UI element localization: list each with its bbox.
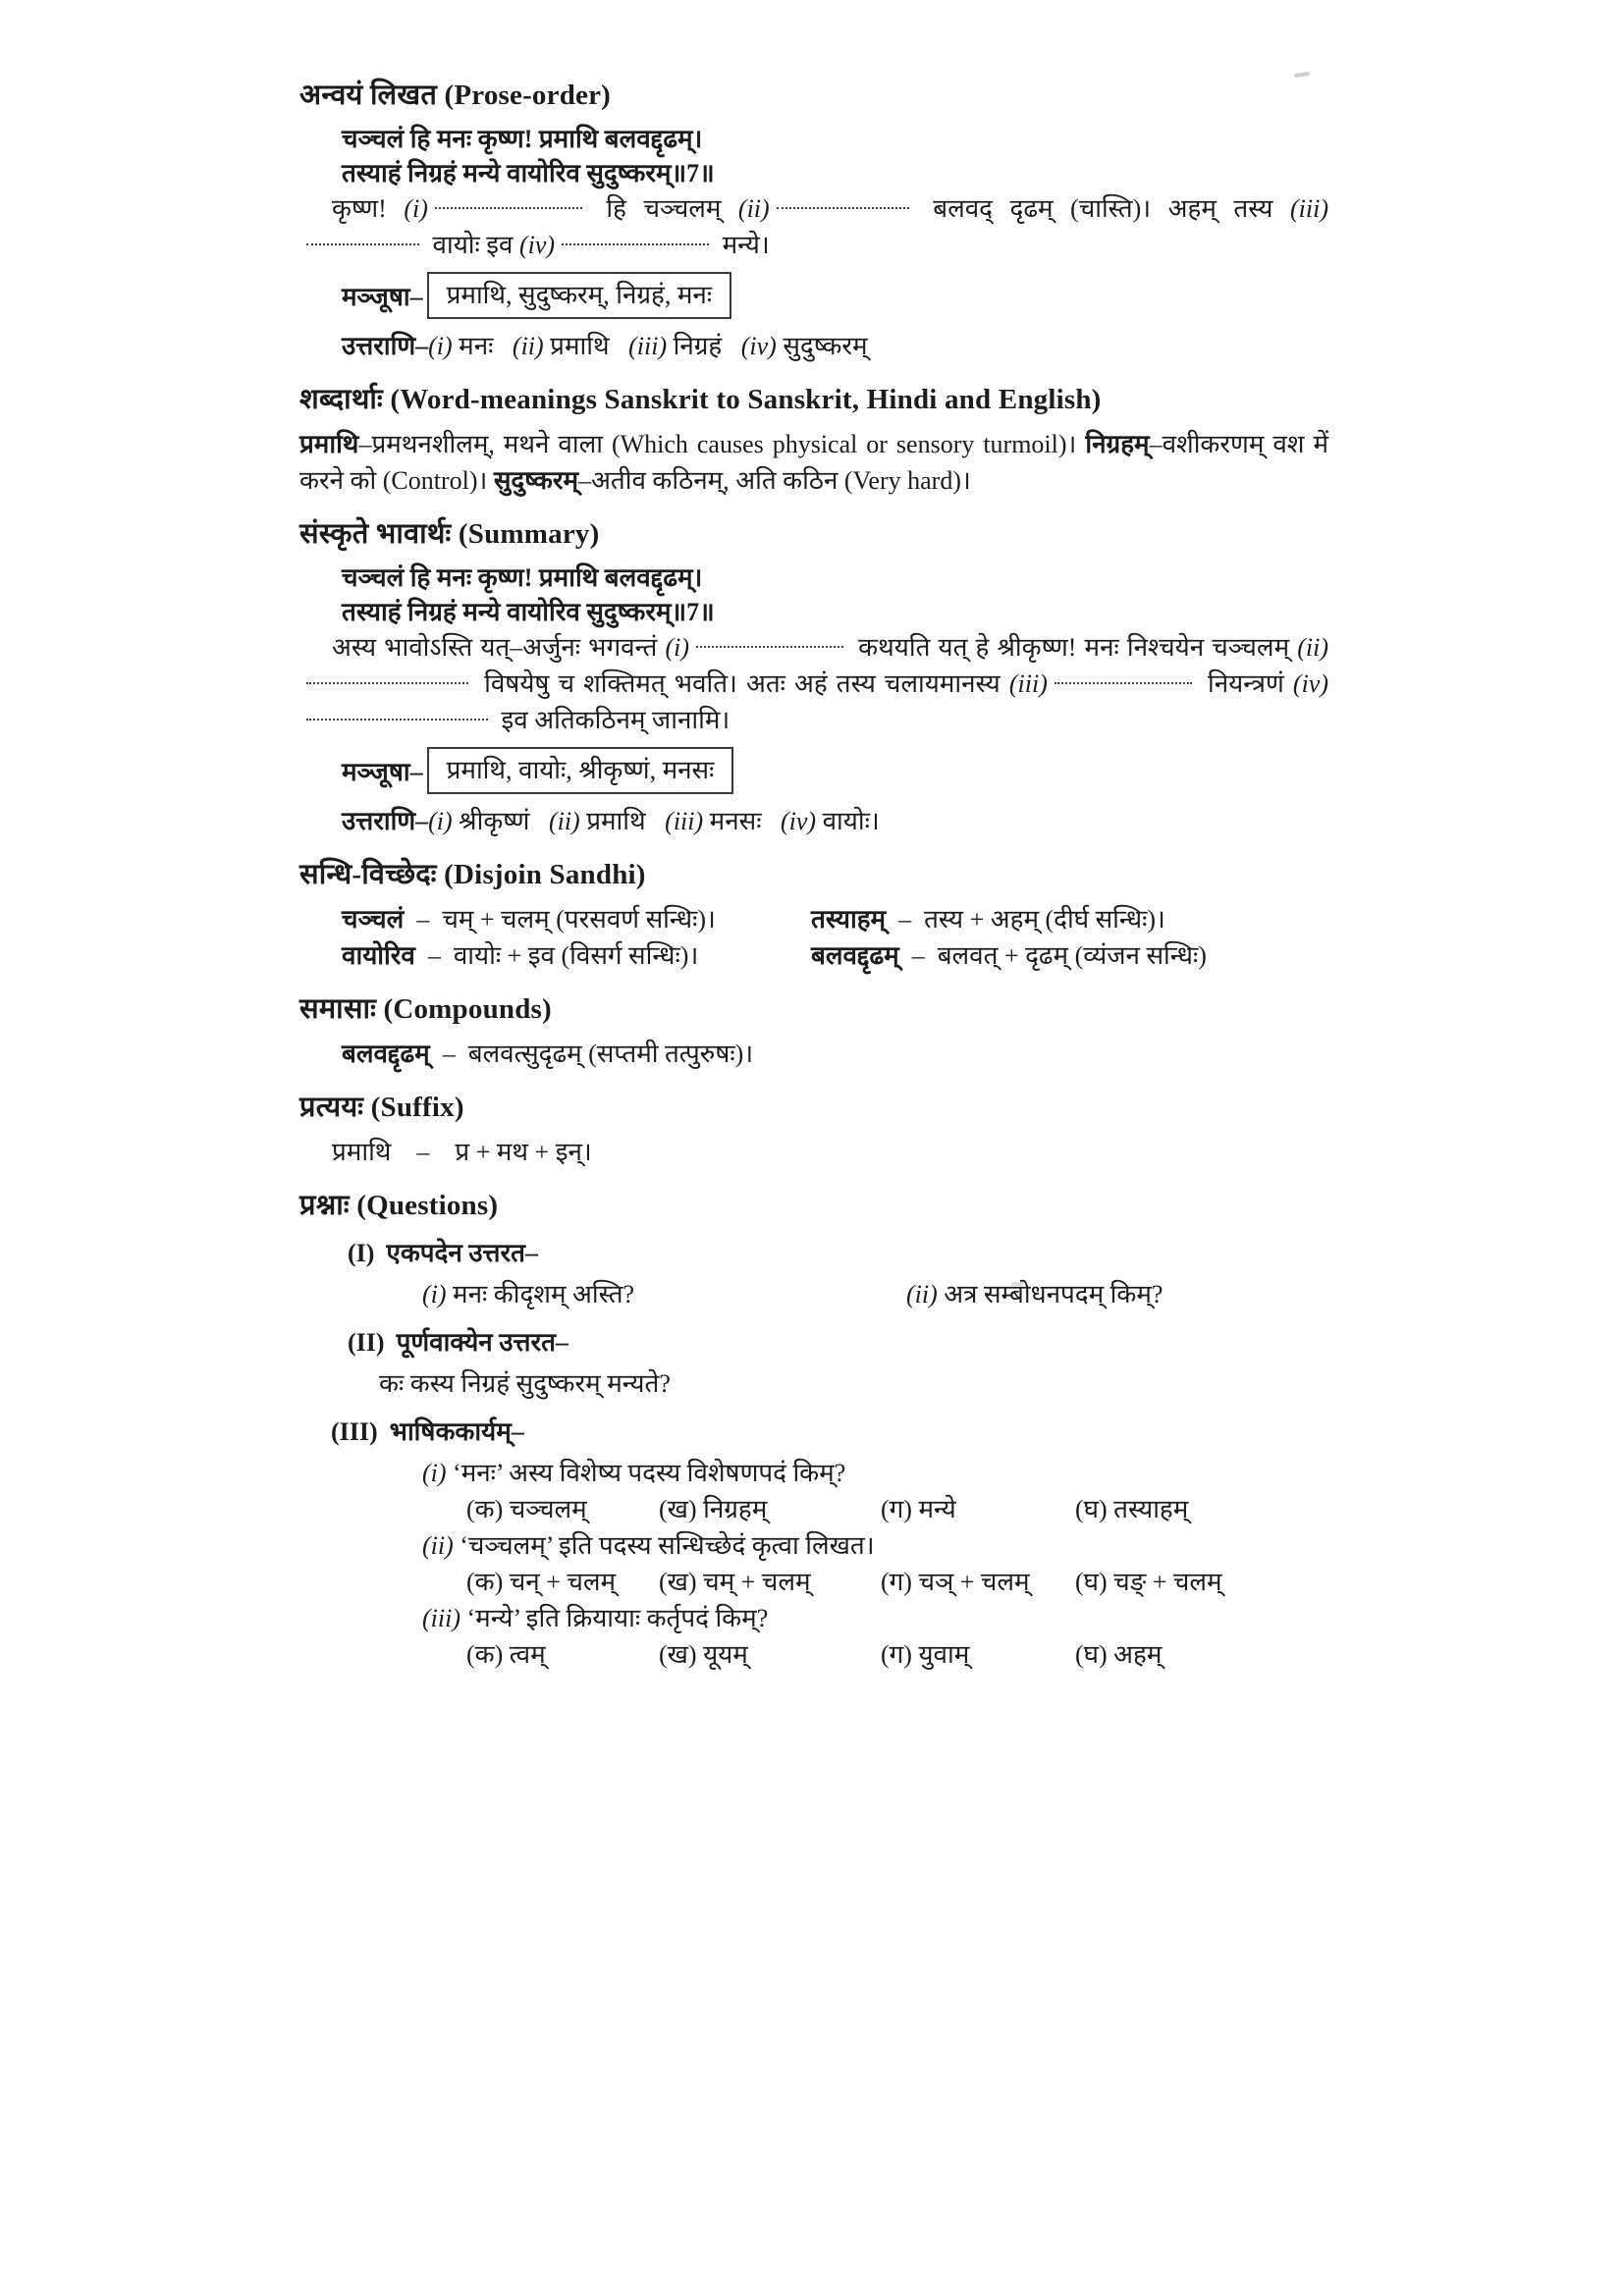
mcq-question: (i) ‘मनः’ अस्य विशेष्य पदस्य विशेषणपदं किम्? xyxy=(422,1459,846,1487)
mcq-options-row xyxy=(466,1564,1328,1600)
manjusha-label: मञ्जूषा– xyxy=(342,283,423,311)
verse-line-1: चञ्चलं हि मनः कृष्ण! प्रमाथि बलवद्दृढम्। xyxy=(342,125,703,153)
option-cell: (क) चन् + चलम् xyxy=(466,1568,617,1596)
option-cell: (घ) चङ् + चलम् xyxy=(1075,1568,1222,1596)
question-group-label: (III) xyxy=(331,1417,378,1446)
section-suffix xyxy=(299,1087,1328,1170)
sandhi-entry: तस्याहम् – तस्य + अहम् (दीर्घ सन्धिः)। xyxy=(811,905,1165,934)
question-group-1-heading xyxy=(348,1235,1328,1271)
heading-prose-order: अन्वयं लिखत (Prose-order) xyxy=(299,80,612,111)
section-questions xyxy=(299,1185,1328,1673)
question-item: कः कस्य निग्रहं सुदुष्करम् मन्यते? xyxy=(379,1369,671,1398)
mcq-question: (iii) ‘मन्ये’ इति क्रियायाः कर्तृपदं किम्? xyxy=(422,1604,769,1632)
manjusha-box-2: प्रमाथि, वायोः, श्रीकृष्णं, मनसः xyxy=(427,747,734,794)
question-group-title: भाषिककार्यम्– xyxy=(389,1417,524,1446)
heading-questions: प्रश्नाः (Questions) xyxy=(299,1190,499,1221)
dotted-blank xyxy=(562,243,709,245)
dotted-blank xyxy=(306,719,488,721)
section-sandhi xyxy=(299,854,1328,974)
section-compounds xyxy=(299,988,1328,1072)
dotted-blank xyxy=(435,207,582,209)
sandhi-entry: बलवद्दृढम् – बलवत् + दृढम् (व्यंजन सन्धिः) xyxy=(811,941,1207,970)
question-item: (ii) अत्र सम्बोधनपदम् किम्? xyxy=(906,1280,1163,1308)
option-cell: (क) त्वम् xyxy=(466,1640,546,1669)
section-word-meanings xyxy=(299,379,1328,499)
dotted-blank xyxy=(306,243,419,245)
dotted-blank xyxy=(777,207,909,209)
question-1-items xyxy=(422,1276,1328,1312)
option-cell: (ग) मन्ये xyxy=(881,1495,956,1523)
verse-line-2: तस्याहं निग्रहं मन्ये वायोरिव सुदुष्करम्॥7॥ xyxy=(342,159,715,187)
heading-suffix: प्रत्ययः (Suffix) xyxy=(299,1092,464,1123)
sandhi-row-1 xyxy=(299,901,1328,937)
answers-line-1: उत्तराणि–(i) मनः (ii) प्रमाथि (iii) निग्रहं (iv) सुदुष्करम् xyxy=(342,332,868,360)
question-group-title: पूर्णवाक्येन उत्तरत– xyxy=(396,1328,568,1357)
option-cell: (ग) चञ् + चलम् xyxy=(881,1568,1030,1596)
page-content xyxy=(299,75,1328,1679)
manjusha-box-1: प्रमाथि, सुदुष्करम्, निग्रहं, मनः xyxy=(427,272,731,319)
heading-word-meanings: शब्दार्थाः (Word-meanings Sanskrit to Sanskrit, Hindi and English) xyxy=(299,384,1102,415)
word-meanings-paragraph: प्रमाथि–प्रमथनशीलम्, मथने वाला (Which causes physical or sensory turmoil)। निग्रहम्–वशीकरणम् वश में करने को (Control)। सुदुष्करम्–अतीव कठिनम्, अति कठिन (Very hard)। xyxy=(299,430,1328,495)
dotted-blank xyxy=(306,682,468,684)
verse-line-2: तस्याहं निग्रहं मन्ये वायोरिव सुदुष्करम्॥7॥ xyxy=(342,598,715,626)
question-group-title: एकपदेन उत्तरत– xyxy=(386,1239,538,1267)
verse-line-1: चञ्चलं हि मनः कृष्ण! प्रमाथि बलवद्दृढम्। xyxy=(342,563,703,592)
mcq-question: (ii) ‘चञ्चलम्’ इति पदस्य सन्धिच्छेदं कृत्वा लिखत। xyxy=(422,1531,875,1560)
option-cell: (ख) यूयम् xyxy=(659,1640,748,1669)
heading-summary: संस्कृते भावार्थः (Summary) xyxy=(299,518,600,550)
option-cell: (क) चञ्चलम् xyxy=(466,1495,587,1523)
question-group-label: (I) xyxy=(348,1239,375,1267)
dotted-blank xyxy=(696,646,843,648)
option-cell: (घ) अहम् xyxy=(1075,1640,1163,1669)
option-cell: (घ) तस्याहम् xyxy=(1075,1495,1189,1523)
section-prose-order xyxy=(299,75,1328,364)
question-group-label: (II) xyxy=(348,1328,385,1357)
sandhi-row-2 xyxy=(299,937,1328,974)
section-summary xyxy=(299,513,1328,839)
manjusha-label: मञ्जूषा– xyxy=(342,758,423,786)
summary-fill-paragraph: अस्य भावोऽस्ति यत्–अर्जुनः भगवन्तं (i) कथयति यत् हे श्रीकृष्ण! मनः निश्चयेन चञ्चलम् (ii) विषयेषु च शक्तिमत् भवति। अतः अहं तस्य चलायमानस्य (iii) नियन्त्रणं (iv) इव अतिकठिनम् जानामि। xyxy=(299,629,1328,738)
fill-in-paragraph: कृष्ण! (i) हि चञ्चलम् (ii) बलवद् दृढम् (चास्ति)। अहम् तस्य (iii) वायोः इव (iv) मन्ये। xyxy=(299,190,1328,263)
heading-compounds: समासाः (Compounds) xyxy=(299,993,552,1025)
compound-entry: बलवद्दृढम् – बलवत्सुदृढम् (सप्तमी तत्पुरुषः)। xyxy=(342,1040,754,1068)
sandhi-entry: वायोरिव – वायोः + इव (विसर्ग सन्धिः)। xyxy=(342,941,699,970)
manjusha-row-1 xyxy=(342,272,1328,319)
question-group-2-heading xyxy=(348,1324,1328,1361)
dotted-blank xyxy=(1055,682,1192,684)
option-cell: (ख) चम् + चलम् xyxy=(659,1568,811,1596)
mcq-options-row xyxy=(466,1636,1328,1673)
suffix-entry: प्रमाथि – प्र + मथ + इन्। xyxy=(332,1138,592,1166)
answers-line-2: उत्तराणि–(i) श्रीकृष्णं (ii) प्रमाथि (iii) मनसः (iv) वायोः। xyxy=(342,807,880,835)
question-group-3-heading xyxy=(331,1414,1328,1450)
heading-sandhi: सन्धि-विच्छेदः (Disjoin Sandhi) xyxy=(299,859,646,890)
question-item: (i) मनः कीदृशम् अस्ति? xyxy=(422,1280,635,1308)
option-cell: (ग) युवाम् xyxy=(881,1640,970,1669)
mcq-options-row xyxy=(466,1491,1328,1527)
option-cell: (ख) निग्रहम् xyxy=(659,1495,768,1523)
sandhi-entry: चञ्चलं – चम् + चलम् (परसवर्ण सन्धिः)। xyxy=(342,905,716,934)
manjusha-row-2 xyxy=(342,747,1328,794)
